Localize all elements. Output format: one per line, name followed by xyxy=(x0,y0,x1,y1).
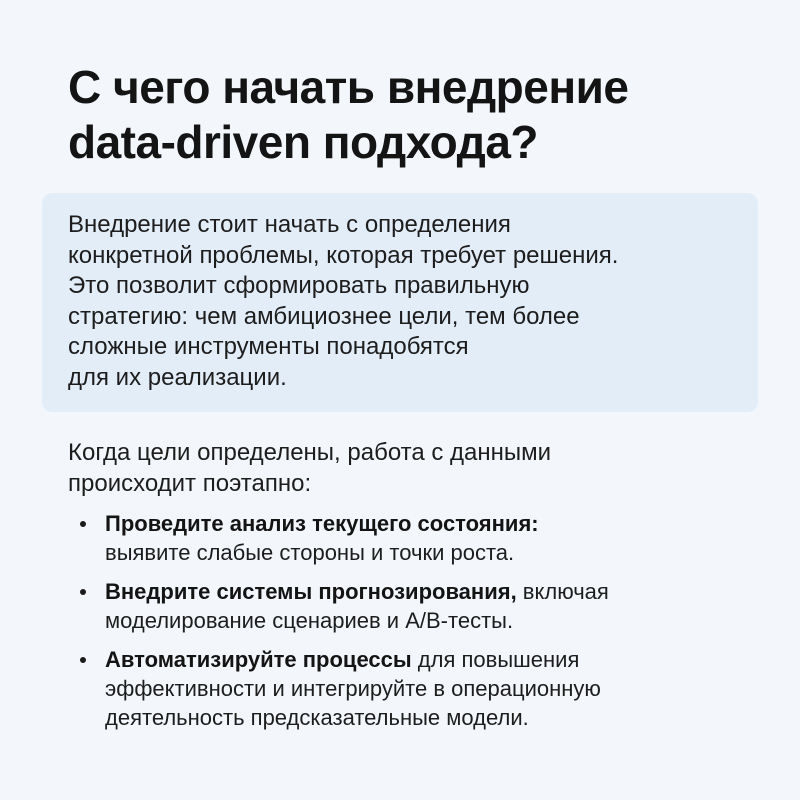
step-line: моделирование сценариев и A/B-тесты. xyxy=(105,608,514,633)
intro-line-2: происходит поэтапно: xyxy=(68,469,312,497)
steps-intro xyxy=(68,438,748,499)
intro-line-1: Когда цели определены, работа с данными xyxy=(68,439,552,466)
callout-line: сложные инструменты понадобятся xyxy=(68,333,469,360)
callout-line: Это позволит сформировать правильную xyxy=(68,272,530,299)
page-title xyxy=(68,60,748,170)
title-line-2: data-driven подхода? xyxy=(68,116,539,168)
step-text: для повышения xyxy=(411,647,580,672)
list-item xyxy=(80,645,760,732)
step-line: выявите слабые стороны и точки роста. xyxy=(105,540,515,565)
step-line xyxy=(105,645,760,674)
steps-list xyxy=(80,509,760,742)
callout-line: конкретной проблемы, которая требует решения. xyxy=(68,241,619,269)
step-heading: Автоматизируйте процессы xyxy=(105,647,412,672)
list-item xyxy=(80,577,760,635)
step-line: деятельность предсказательные модели. xyxy=(105,705,529,730)
bullet-icon xyxy=(80,521,86,527)
step-heading: Проведите анализ текущего состояния: xyxy=(105,511,539,536)
callout-box xyxy=(42,193,758,412)
step-line xyxy=(105,577,760,606)
step-line xyxy=(105,509,760,538)
bullet-icon xyxy=(80,657,86,663)
step-text: включая xyxy=(516,579,609,604)
callout-line: для их реализации. xyxy=(68,363,287,391)
step-heading: Внедрите системы прогнозирования, xyxy=(105,579,517,604)
bullet-icon xyxy=(80,589,86,595)
list-item xyxy=(80,509,760,567)
title-line-1: С чего начать внедрение xyxy=(68,61,629,113)
step-line: эффективности и интегрируйте в операционную xyxy=(105,676,601,701)
callout-line: стратегию: чем амбициознее цели, тем более xyxy=(68,302,580,330)
callout-line: Внедрение стоит начать с определения xyxy=(68,211,511,238)
